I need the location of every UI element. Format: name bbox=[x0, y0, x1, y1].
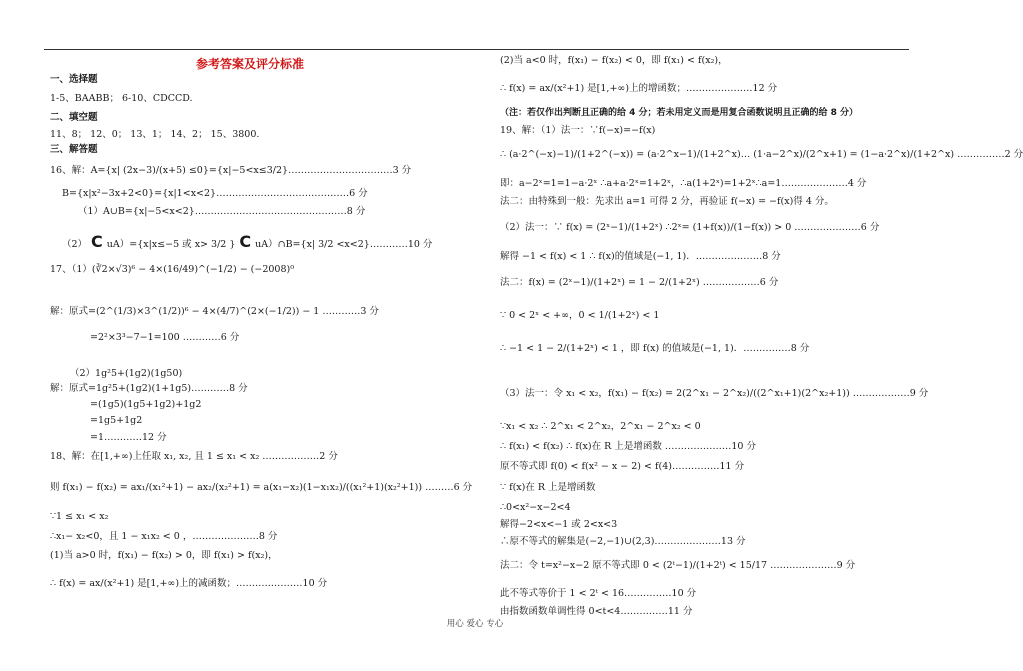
answer-line: 18、解：在[1,+∞)上任取 x₁, x₂, 且 1 ≤ x₁ < x₂ ………………2 分 bbox=[50, 451, 338, 462]
answer-line: ∴ −1 < 1 − 2/(1+2ˣ) < 1 ，即 f(x) 的值域是(−1, 1)．……………8 分 bbox=[500, 343, 810, 354]
answer-line: 17、（1）(∛2×√3)⁶ − 4×(16/49)^(−1/2) − (−2008)⁰ bbox=[50, 264, 295, 275]
answer-line: ∴ f(x) = ax/(x²+1) 是[1,+∞)上的增函数；…………………12 分 bbox=[500, 83, 778, 94]
answer-line: ∴ f(x) = ax/(x²+1) 是[1,+∞)上的减函数；…………………10 分 bbox=[50, 578, 328, 589]
answer-line: ∴原不等式的解集是(−2,−1)∪(2,3)…………………13 分 bbox=[500, 536, 746, 547]
answer-line: 1-5、BAABB； 6-10、CDCCD. bbox=[50, 93, 193, 104]
answer-line: ∵1 ≤ x₁ < x₂ bbox=[50, 511, 109, 522]
answer-line: ∴0<x²−x−2<4 bbox=[500, 502, 571, 513]
answer-line: （3）法一：令 x₁ < x₂，f(x₁) − f(x₂) = 2(2^x₁ − 2^x₂)/((2^x₁+1)(2^x₂+1)) ………………9 分 bbox=[500, 388, 929, 399]
page-title: 参考答案及评分标准 bbox=[196, 57, 305, 71]
grading-note: （注：若仅作出判断且正确的给 4 分；若未用定义而是用复合函数说明且正确的给 8 分） bbox=[500, 108, 859, 118]
complement-symbol: C bbox=[91, 232, 103, 251]
answer-line: 法二：由特殊到一般：先求出 a=1 可得 2 分，再验证 f(−x) = −f(x)得 4 分。 bbox=[500, 196, 834, 207]
answer-line: B={x|x²−3x+2<0}={x|1<x<2}……………………………………6 分 bbox=[62, 188, 368, 199]
answer-line: =2²×3³−7−1=100 …………6 分 bbox=[90, 332, 240, 343]
answer-line: (2)当 a<0 时，f(x₁) − f(x₂) < 0，即 f(x₁) < f(x₂)， bbox=[500, 55, 728, 66]
answer-line: （1）A∪B={x|−5<x<2}…………………………………………8 分 bbox=[78, 206, 366, 217]
page-footer: 用心 爱心 专心 bbox=[446, 619, 504, 629]
answer-line: =(1g5)(1g5+1g2)+1g2 bbox=[90, 399, 202, 410]
answer-line bbox=[62, 232, 432, 252]
section-heading: 三、解答题 bbox=[50, 144, 98, 155]
answer-line: 解得 −1 < f(x) < 1 ∴ f(x)的值域是(−1, 1)．…………………8 分 bbox=[500, 251, 781, 262]
answer-line: =1…………12 分 bbox=[90, 432, 167, 443]
answer-line: （2）法一：∵ f(x) = (2ˣ−1)/(1+2ˣ) ∴2ˣ= (1+f(x))/(1−f(x)) > 0 …………………6 分 bbox=[500, 222, 880, 233]
section-heading: 一、选择题 bbox=[50, 74, 98, 85]
answer-text: uA）={x|x≤−5 或 x> 3/2 } bbox=[106, 239, 236, 250]
answer-line: 解：原式=(2^(1/3)×3^(1/2))⁶ − 4×(4/7)^(2×(−1/2)) − 1 …………3 分 bbox=[50, 306, 379, 317]
answer-line: 由指数函数单调性得 0<t<4……………11 分 bbox=[500, 606, 693, 617]
answer-line: 解得−2<x<−1 或 2<x<3 bbox=[500, 519, 618, 530]
answer-line: ∴ (a·2^(−x)−1)/(1+2^(−x)) = (a·2^x−1)/(1+2^x)… (1·a−2^x)/(2^x+1) = (1−a·2^x)/(1+2^x) ……………2 分 bbox=[500, 149, 1023, 160]
complement-symbol: C bbox=[239, 232, 252, 251]
answer-text: uA）∩B={x| 3/2 <x<2}…………10 分 bbox=[255, 239, 433, 250]
answer-line: (1)当 a>0 时，f(x₁) − f(x₂) > 0，即 f(x₁) > f(x₂)， bbox=[50, 550, 278, 561]
answer-line: 法二：令 t=x²−x−2 原不等式即 0 < (2ᵗ−1)/(1+2ᵗ) < 15/17 …………………9 分 bbox=[500, 560, 856, 571]
answer-line: 即：a−2ˣ=1=1−a·2ˣ ∴a+a·2ˣ=1+2ˣ，∴a(1+2ˣ)=1+2ˣ∴a=1…………………4 分 bbox=[500, 178, 867, 189]
answer-line: 法二：f(x) = (2ˣ−1)/(1+2ˣ) = 1 − 2/(1+2ˣ) ………………6 分 bbox=[500, 277, 779, 288]
answer-line: 解：原式=1g²5+(1g2)(1+1g5)…………8 分 bbox=[50, 383, 248, 394]
answer-line: （2）1g²5+(1g2)(1g50) bbox=[70, 368, 183, 379]
answer-line: 11、8； 12、0； 13、1； 14、2； 15、3800. bbox=[50, 129, 260, 140]
answer-line: 则 f(x₁) − f(x₂) = ax₁/(x₁²+1) − ax₂/(x₂²+1) = a(x₁−x₂)(1−x₁x₂)/((x₁²+1)(x₂²+1)) ………6 分 bbox=[50, 482, 473, 493]
answer-line: ∵x₁ < x₂ ∴ 2^x₁ < 2^x₂，2^x₁ − 2^x₂ < 0 bbox=[500, 421, 701, 432]
answer-line: 19、解：（1）法一：∵f(−x)=−f(x) bbox=[500, 125, 656, 136]
answer-line: ∵ 0 < 2ˣ < +∞，0 < 1/(1+2ˣ) < 1 bbox=[500, 310, 660, 321]
answer-line: 原不等式即 f(0) < f(x² − x − 2) < f(4)……………11 分 bbox=[500, 461, 745, 472]
answer-line: 此不等式等价于 1 < 2ᵗ < 16……………10 分 bbox=[500, 588, 697, 599]
answer-line: ∵ f(x)在 R 上是增函数 bbox=[500, 482, 596, 493]
answer-line: ∴ f(x₁) < f(x₂) ∴ f(x)在 R 上是增函数 …………………10 分 bbox=[500, 441, 756, 452]
answer-text: （2） bbox=[62, 239, 88, 250]
section-heading: 二、填空题 bbox=[50, 112, 98, 123]
answer-line: ∴x₁− x₂<0，且 1 − x₁x₂ < 0 ，…………………8 分 bbox=[50, 531, 278, 542]
top-rule bbox=[44, 49, 909, 50]
answer-line: 16、解：A={x| (2x−3)/(x+5) ≤0}={x|−5<x≤3/2}……………………………3 分 bbox=[50, 165, 412, 176]
answer-line: =1g5+1g2 bbox=[90, 415, 143, 426]
